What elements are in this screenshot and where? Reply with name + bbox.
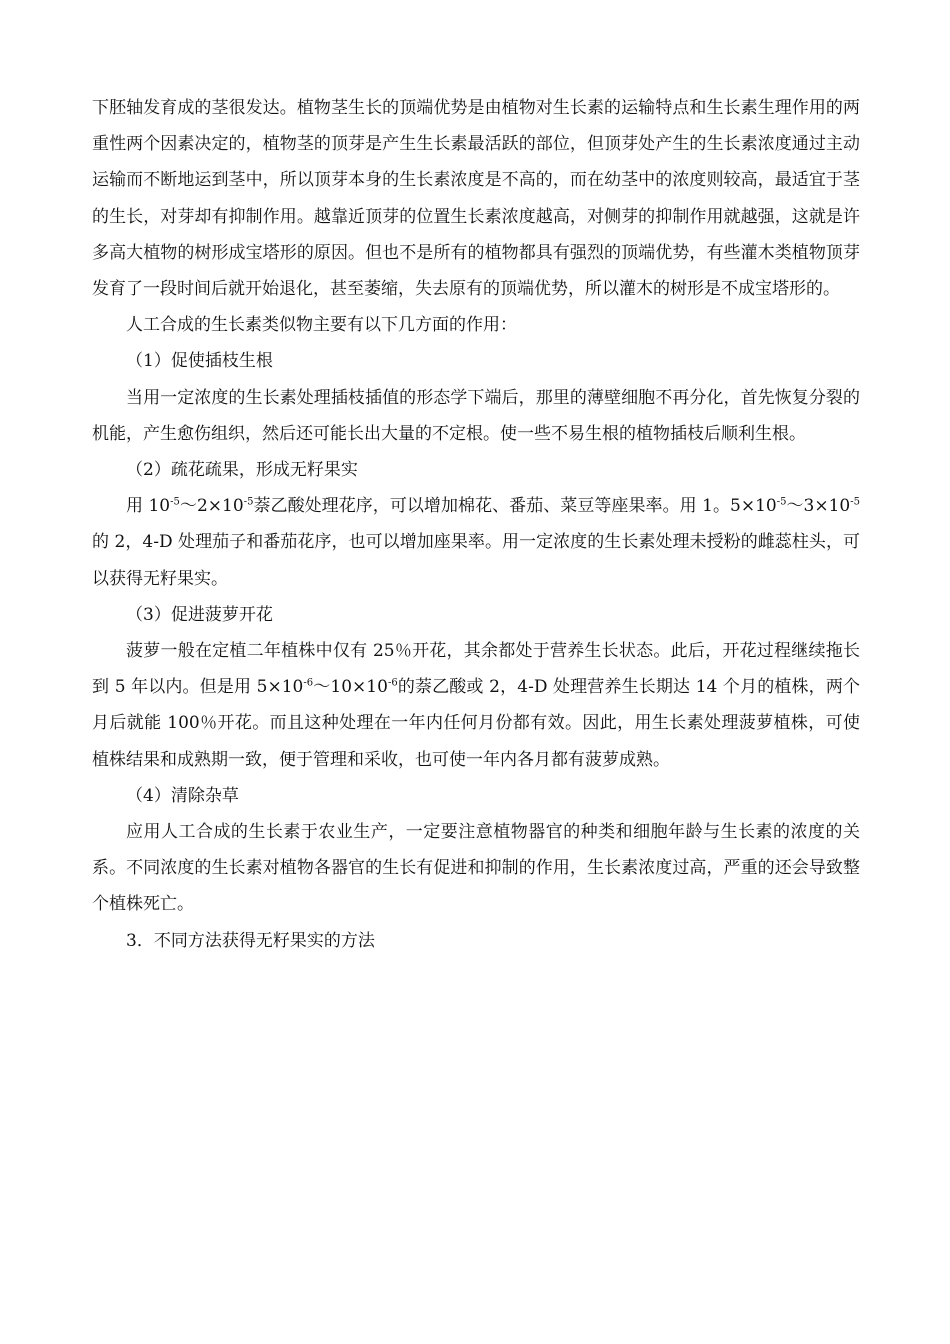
paragraph-apical-dominance: 下胚轴发育成的茎很发达。植物茎生长的顶端优势是由植物对生长素的运输特点和生长素生理作用的两重性两个因素决定的，植物茎的顶芽是产生生长素最活跃的部位，但顶芽处产生的生长素浓度通过主动运输而不断地运到茎中，所以顶芽本身的生长素浓度是不高的，而在幼茎中的浓度则较高，最适宜于茎的生长，对芽却有抑制作用。越靠近顶芽的位置生长素浓度越高，对侧芽的抑制作用就越强，这就是许多高大植物的树形成宝塔形的原因。但也不是所有的植物都具有强烈的顶端优势，有些灌木类植物顶芽发育了一段时间后就开始退化，甚至萎缩，失去原有的顶端优势，所以灌木的树形是不成宝塔形的。	[92, 98, 860, 300]
heading-rooting: （1）促使插枝生根	[126, 351, 273, 372]
paragraph-auxin-uses-intro: 人工合成的生长素类似物主要有以下几方面的作用：	[126, 315, 517, 336]
heading-weed-control: （4）清除杂草	[126, 785, 239, 806]
paragraph-rooting: 当用一定浓度的生长素处理插枝插值的形态学下端后，那里的薄壁细胞不再分化，首先恢复分裂的机能，产生愈伤组织，然后还可能长出大量的不定根。使一些不易生根的植物插枝后顺利生根。	[92, 387, 860, 444]
heading-pineapple-flowering: （3）促进菠萝开花	[126, 604, 273, 625]
paragraph-seedless-fruit: 用 $10^{-5}\sim 2\times 10^{-5}$萘乙酸处理花序，可以增加棉花、番茄、菜豆等座果率。用 1。$5\times 10^{-5}\sim 3\times 10^{-5}$的 2，4-D 处理茄子和番茄花序，也可以增加座果率。用一定浓度的生长素处理未授粉的雌蕊柱头，可以获得无籽果实。	[92, 496, 860, 589]
paragraph-pineapple-flowering: 菠萝一般在定植二年植株中仅有 25％开花，其余都处于营养生长状态。此后，开花过程继续拖长到 5 年以内。但是用 $5\times 10^{-6}\sim 10\times 10^{-6}$的萘乙酸或 2，4-D 处理营养生长期达 14 个月的植株，两个月后就能 100％开花。而且这种处理在一年内任何月份都有效。因此，用生长素处理菠萝植株，可使植株结果和成熟期一致，便于管理和采收，也可使一年内各月都有菠萝成熟。	[92, 641, 860, 770]
document-body	[92, 90, 860, 959]
heading-seedless-fruit: （2）疏花疏果，形成无籽果实	[126, 460, 358, 481]
heading-seedless-methods: 3．不同方法获得无籽果实的方法	[126, 930, 375, 951]
paragraph-weed-control: 应用人工合成的生长素于农业生产，一定要注意植物器官的种类和细胞年龄与生长素的浓度的关系。不同浓度的生长素对植物各器官的生长有促进和抑制的作用，生长素浓度过高，严重的还会导致整个植株死亡。	[92, 822, 860, 915]
